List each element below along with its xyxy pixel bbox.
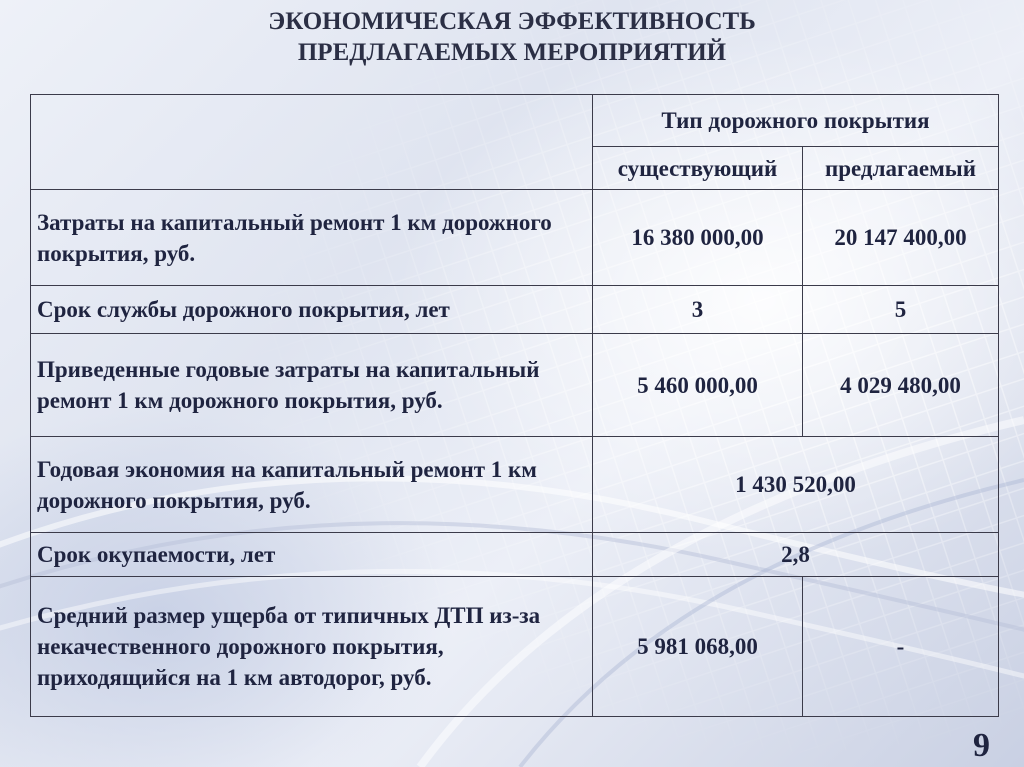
header-empty-cell: [31, 95, 593, 190]
value-existing: 5 981 068,00: [593, 577, 803, 717]
row-label: Затраты на капитальный ремонт 1 км дорожного покрытия, руб.: [31, 190, 593, 286]
value-existing: 3: [593, 286, 803, 334]
row-label: Срок службы дорожного покрытия, лет: [31, 286, 593, 334]
slide-title: [0, 6, 1024, 68]
value-proposed: 4 029 480,00: [803, 334, 999, 437]
table-row: [31, 577, 999, 717]
table-row: [31, 437, 999, 533]
value-existing: 5 460 000,00: [593, 334, 803, 437]
row-label: Срок окупаемости, лет: [31, 533, 593, 577]
value-proposed: -: [803, 577, 999, 717]
table-row: [31, 190, 999, 286]
efficiency-table: [30, 94, 999, 717]
value-proposed: 5: [803, 286, 999, 334]
slide-title-line-1: ЭКОНОМИЧЕСКАЯ ЭФФЕКТИВНОСТЬ: [268, 8, 756, 35]
header-proposed: предлагаемый: [803, 147, 999, 190]
row-label: Годовая экономия на капитальный ремонт 1 км дорожного покрытия, руб.: [31, 437, 593, 533]
value-merged: 2,8: [593, 533, 999, 577]
table-row: [31, 334, 999, 437]
page-number: 9: [973, 727, 990, 764]
row-label: Приведенные годовые затраты на капитальный ремонт 1 км дорожного покрытия, руб.: [31, 334, 593, 437]
table-row: [31, 286, 999, 334]
table-header-row-group: [31, 95, 999, 147]
value-proposed: 20 147 400,00: [803, 190, 999, 286]
table-row: [31, 533, 999, 577]
header-pavement-type: Тип дорожного покрытия: [593, 95, 999, 147]
value-existing: 16 380 000,00: [593, 190, 803, 286]
value-merged: 1 430 520,00: [593, 437, 999, 533]
row-label: Средний размер ущерба от типичных ДТП из-за некачественного дорожного покрытия, приходящийся на 1 км автодорог, руб.: [31, 577, 593, 717]
slide-title-line-2: ПРЕДЛАГАЕМЫХ МЕРОПРИЯТИЙ: [297, 39, 727, 66]
header-existing: существующий: [593, 147, 803, 190]
